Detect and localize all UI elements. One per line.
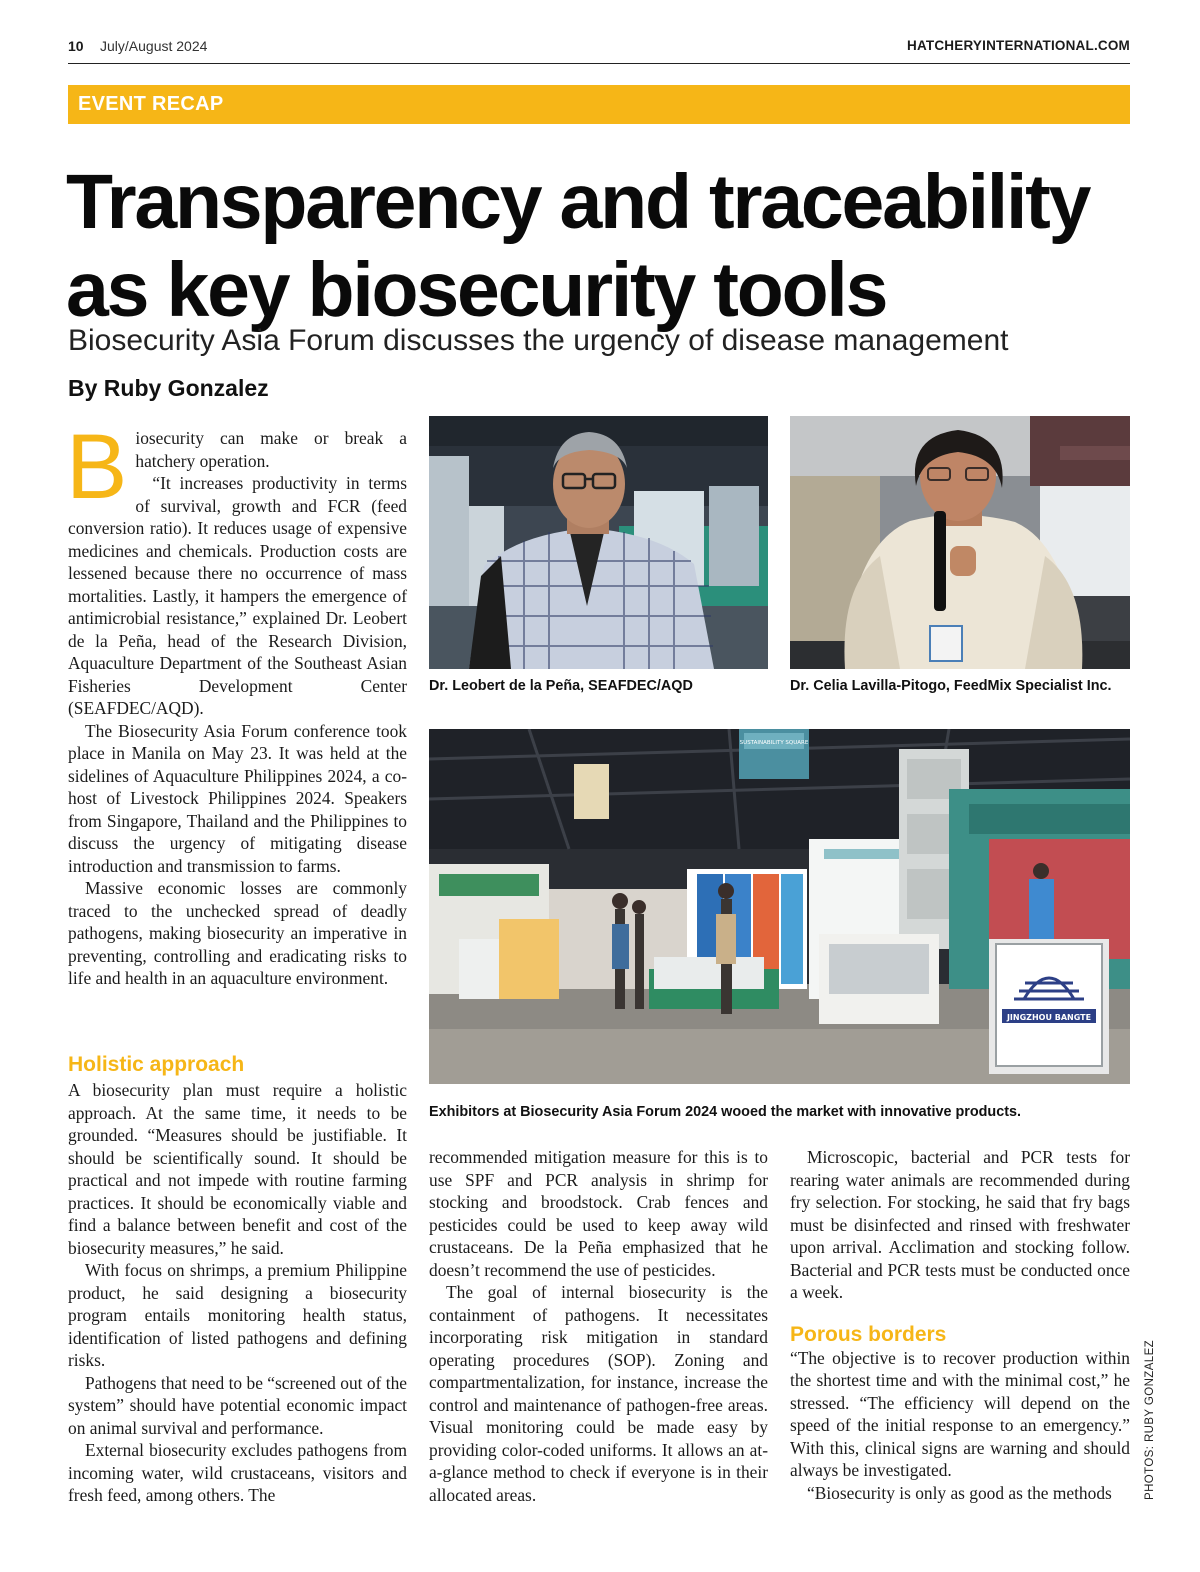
paragraph-7: Pathogens that need to be “screened out of the system” should have potential economic impact on animal survival and performance. xyxy=(68,1372,407,1438)
page-number: 10 xyxy=(68,38,84,54)
hanging-sign-text: SUSTAINABILITY SQUARE xyxy=(739,740,809,746)
paragraph-11: Microscopic, bacterial and PCR tests for rearing water animals are recommended during fry selection. For stocking, he said that fry bags must be disinfected and rinsed with freshwater upon arrival. Acclimation and stocking follow. Bacterial and PCR tests must be conducted once a week. xyxy=(790,1147,1130,1302)
paragraph-6: With focus on shrimps, a premium Philippine product, he said designing a biosecurity program entails monitoring health status, identification of listed pathogens and defining risks. xyxy=(68,1260,407,1370)
photo-leobert-de-la-pena xyxy=(429,416,768,669)
headline-line-1: Transparency and traceability xyxy=(66,159,1090,245)
photo-credit: PHOTOS: RUBY GONZALEZ xyxy=(1144,1339,1156,1500)
subheading-porous-borders: Porous borders xyxy=(790,1322,947,1346)
paragraph-12: “The objective is to recover production within the shortest time and with the minimal cost,” he stressed. “The efficiency will depend on the speed of the initial response to an emergency.” With this, clinical signs are warning and should always be investigated. xyxy=(790,1347,1130,1480)
subheading-holistic-approach: Holistic approach xyxy=(68,1053,245,1076)
caption-photo-2: Dr. Celia Lavilla-Pitogo, FeedMix Specialist Inc. xyxy=(790,678,1112,694)
paragraph-13: “Biosecurity is only as good as the methods xyxy=(807,1482,1112,1503)
drop-cap: B xyxy=(66,416,128,518)
article-column-2 xyxy=(429,1146,768,1506)
paragraph-5: A biosecurity plan must require a holistic approach. At the same time, it needs to be grounded. “Measures should be justifiable. It should be scientifically sound. It should be practical and not impede with routine farming practices. It should be economically viable and find a balance between benefit and cost of the biosecurity measures,” he said. xyxy=(68,1080,407,1258)
section-label: EVENT RECAP xyxy=(78,93,224,115)
article-column-1-top xyxy=(66,416,407,990)
headline-line-2: as key biosecurity tools xyxy=(66,247,887,333)
booth-sign-text: JINGZHOU BANGTE xyxy=(1006,1013,1092,1022)
photo-celia-lavilla-pitogo xyxy=(790,416,1130,669)
article-column-1-bottom xyxy=(68,1079,407,1507)
paragraph-2: “It increases productivity in terms of survival, growth and FCR (feed conversion ratio). It reduces usage of expensive medicines and chemicals. Production costs are lessened because there no occurrence of mass mortalities. Lastly, it hampers the emergence of antimicrobial resistance,” explained Dr. Leobert de la Peña, head of the Research Division, Aquaculture Department of the Southeast Asian Fisheries Development Center (SEAFDEC/AQD). xyxy=(68,473,407,718)
paragraph-9: recommended mitigation measure for this is to use SPF and PCR analysis in shrimp for stocking and broodstock. Crab fences and pesticides could be used to keep away wild crustaceans. De la Peña emphasized that he doesn’t recommend the use of pesticides. xyxy=(429,1147,768,1280)
issue-date: July/August 2024 xyxy=(100,38,208,54)
paragraph-4: Massive economic losses are commonly traced to the unchecked spread of deadly pathogens, making biosecurity an imperative in preventing, controlling and eradicating risks to life and health in an aquaculture environment. xyxy=(68,878,407,988)
article-subheadline: Biosecurity Asia Forum discusses the urgency of disease management xyxy=(68,324,1009,357)
caption-photo-1: Dr. Leobert de la Peña, SEAFDEC/AQD xyxy=(429,678,693,694)
photo-exhibition-hall xyxy=(429,729,1130,1084)
article-column-3 xyxy=(790,1146,1130,1504)
paragraph-1 xyxy=(66,416,407,518)
paragraph-3: The Biosecurity Asia Forum conference took place in Manila on May 23. It was held at the sidelines of Aquaculture Philippines 2024, a co-host of Livestock Philippines 2024. Speakers from Singapore, Thailand and the Philippines to discuss the urgency of mitigating disease introduction and transmission to farms. xyxy=(68,720,407,876)
page-header xyxy=(68,36,1130,64)
section-banner xyxy=(68,85,1130,124)
byline: By Ruby Gonzalez xyxy=(68,375,269,401)
paragraph-1-text: iosecurity can make or break a hatchery operation. xyxy=(135,428,407,471)
paragraph-10: The goal of internal biosecurity is the containment of pathogens. It necessitates incorporating risk mitigation in standard operating procedures (SOP). Zoning and compartmentalization, for instance, increase the control and maintenance of pathogen-free areas. Visual monitoring could be made easy by providing color-coded uniforms. It allows an at-a-glance method to check if everyone is in their allocated areas. xyxy=(429,1282,768,1505)
paragraph-8: External biosecurity excludes pathogens from incoming water, wild crustaceans, visitors and fresh feed, among others. The xyxy=(68,1440,407,1505)
caption-photo-3: Exhibitors at Biosecurity Asia Forum 2024 wooed the market with innovative products. xyxy=(429,1104,1022,1120)
article-headline xyxy=(66,158,1146,334)
site-url: HATCHERYINTERNATIONAL.COM xyxy=(907,38,1130,53)
